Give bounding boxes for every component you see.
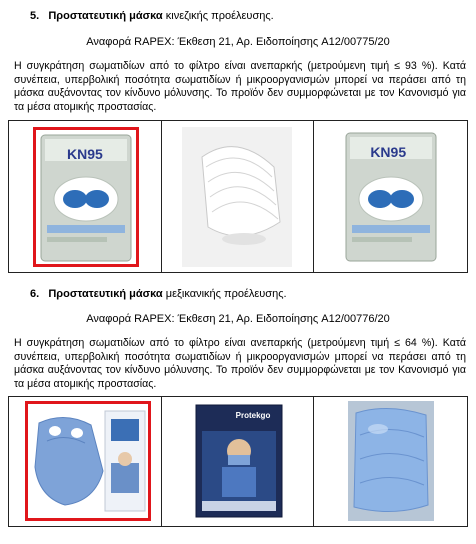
- item-6-package-label: Protekgo: [235, 411, 271, 420]
- item-6-photo-table: [8, 396, 468, 527]
- item-6-title: Προστατευτική μάσκα: [48, 288, 163, 300]
- item-5-photo-table: [8, 120, 468, 273]
- item-6-number: 6.: [30, 288, 40, 300]
- item-6-photo-cell-3: [314, 397, 468, 527]
- item-5-title: Προστατευτική μάσκα: [48, 10, 163, 22]
- item-5-heading: [30, 10, 274, 22]
- item-5-photo-cell-1: [9, 121, 162, 273]
- item-5-photo-cell-3: [314, 121, 468, 273]
- item-6-photo-cell-2: [161, 397, 314, 527]
- item-5-package-photo-highlighted[interactable]: [33, 127, 139, 267]
- item-6-blue-mask-photo-highlighted[interactable]: [25, 401, 151, 521]
- item-5-number: 5.: [30, 10, 40, 22]
- item-6-bagged-masks-photo[interactable]: [348, 401, 434, 521]
- item-6-origin: μεξικανικής προέλευσης.: [162, 288, 287, 300]
- item-6-package-photo[interactable]: [192, 401, 286, 521]
- item-5-package-label: KN95: [67, 146, 103, 162]
- item-6-description: Η συγκράτηση σωματιδίων από το φίλτρο είναι ανεπαρκής (μετρούμενη τιμή ≤ 64 %). Κατά συνέπεια, υπερβολική ποσότητα σωματιδίων ή μικροοργανισμών μπορεί να περάσει από τη μάσκα αυξάνοντας τον κίνδυνο μόλυνσης. Το προϊόν δεν συμμορφώνεται με τον Κανονισμό για τα μέσα ατομικής προστασίας.: [14, 337, 466, 390]
- item-5-reference: Αναφορά RAPEX: Έκθεση 21, Αρ. Ειδοποίησης A12/00775/20: [86, 36, 390, 48]
- item-5-package-photo-2[interactable]: [340, 127, 442, 267]
- item-6-heading: [30, 288, 287, 300]
- item-5-origin: κινεζικής προέλευσης.: [162, 10, 274, 22]
- item-6-reference: Αναφορά RAPEX: Έκθεση 21, Αρ. Ειδοποίησης A12/00776/20: [86, 313, 390, 325]
- item-6-photo-cell-1: [9, 397, 162, 527]
- item-5-description: Η συγκράτηση σωματιδίων από το φίλτρο είναι ανεπαρκής (μετρούμενη τιμή ≤ 93 %). Κατά συνέπεια, υπερβολική ποσότητα σωματιδίων ή μικροοργανισμών μπορεί να περάσει από τη μάσκα αυξάνοντας τον κίνδυνο μόλυνσης. Το προϊόν δεν συμμορφώνεται με τον Κανονισμό για τα μέσα ατομικής προστασίας.: [14, 60, 466, 113]
- item-5-photo-cell-2: [161, 121, 314, 273]
- item-5-mask-stack-photo[interactable]: [182, 127, 292, 267]
- item-5-package-label-2: KN95: [370, 144, 407, 160]
